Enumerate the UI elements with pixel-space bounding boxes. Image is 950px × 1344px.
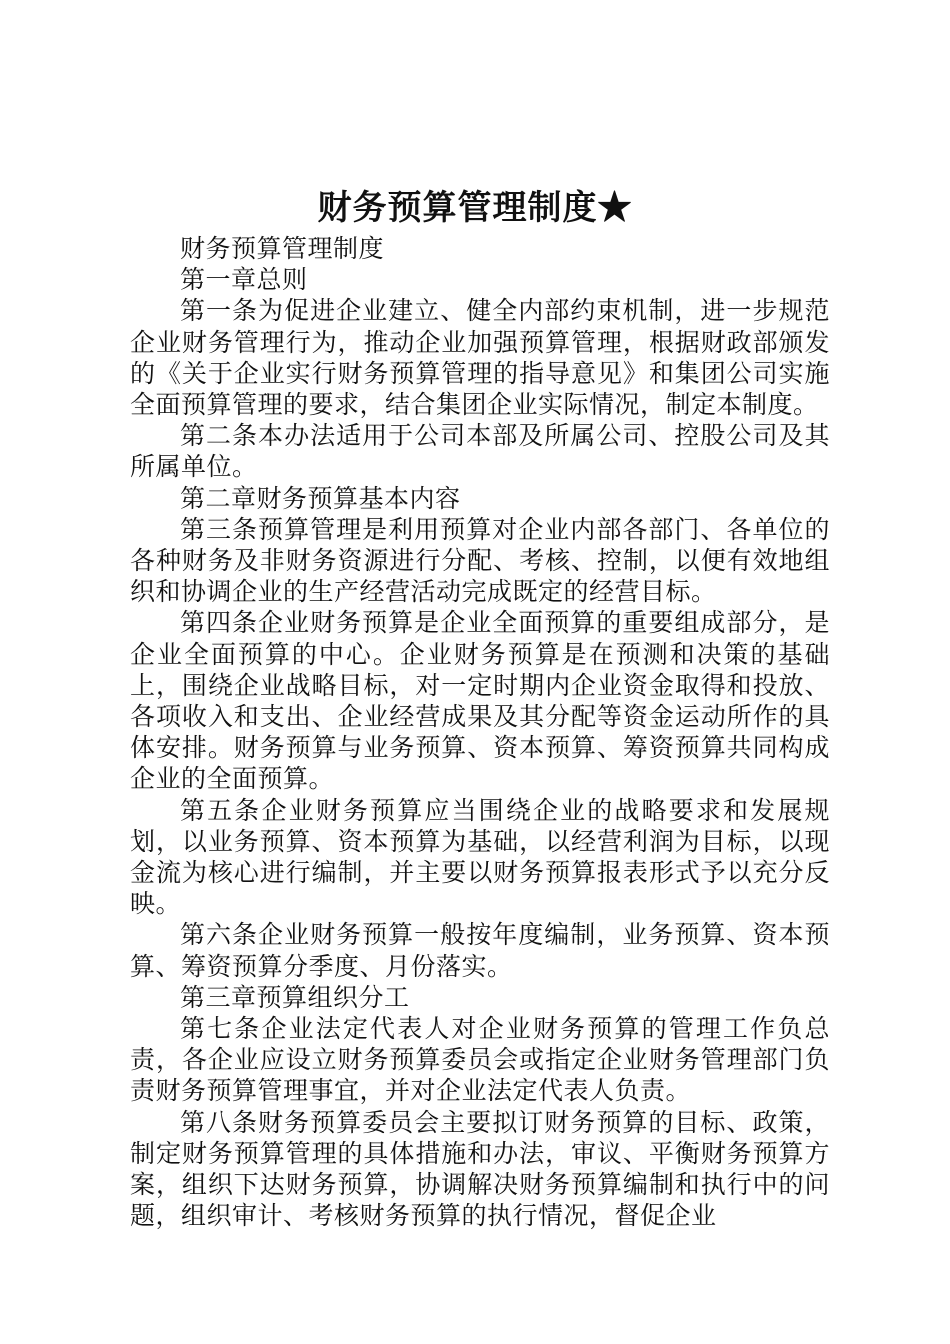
document-body xyxy=(130,233,830,1232)
document-title: 财务预算管理制度★ xyxy=(317,188,633,228)
article-2: 第二条本办法适用于公司本部及所属公司、控股公司及其所属单位。 xyxy=(130,421,830,482)
article-1: 第一条为促进企业建立、健全内部约束机制，进一步规范企业财务管理行为，推动企业加强预算管理，根据财政部颁发的《关于企业实行财务预算管理的指导意见》和集团公司实施全面预算管理的要求，结合集团企业实际情况，制定本制度。 xyxy=(130,296,830,420)
article-5: 第五条企业财务预算应当围绕企业的战略要求和发展规划，以业务预算、资本预算为基础，以经营利润为目标，以现金流为核心进行编制，并主要以财务预算报表形式予以充分反映。 xyxy=(130,795,830,919)
article-8: 第八条财务预算委员会主要拟订财务预算的目标、政策，制定财务预算管理的具体措施和办法，审议、平衡财务预算方案，组织下达财务预算，协调解决财务预算编制和执行中的问题，组织审计、考核财务预算的执行情况，督促企业 xyxy=(130,1107,830,1231)
chapter-heading-2: 第二章财务预算基本内容 xyxy=(180,483,461,513)
chapter-heading-3: 第三章预算组织分工 xyxy=(180,982,410,1012)
article-4: 第四条企业财务预算是企业全面预算的重要组成部分，是企业全面预算的中心。企业财务预算是在预测和决策的基础上，围绕企业战略目标，对一定时期内企业资金取得和投放、各项收入和支出、企业经营成果及其分配等资金运动所作的具体安排。财务预算与业务预算、资本预算、筹资预算共同构成企业的全面预算。 xyxy=(130,608,830,794)
article-6: 第六条企业财务预算一般按年度编制，业务预算、资本预算、筹资预算分季度、月份落实。 xyxy=(130,920,830,981)
article-7: 第七条企业法定代表人对企业财务预算的管理工作负总责，各企业应设立财务预算委员会或指定企业财务管理部门负责财务预算管理事宜，并对企业法定代表人负责。 xyxy=(130,1014,830,1106)
chapter-heading-1: 第一章总则 xyxy=(180,265,308,295)
paragraph-doc-name: 财务预算管理制度 xyxy=(180,234,385,263)
article-3: 第三条预算管理是利用预算对企业内部各部门、各单位的各种财务及非财务资源进行分配、考核、控制，以便有效地组织和协调企业的生产经营活动完成既定的经营目标。 xyxy=(130,514,830,607)
